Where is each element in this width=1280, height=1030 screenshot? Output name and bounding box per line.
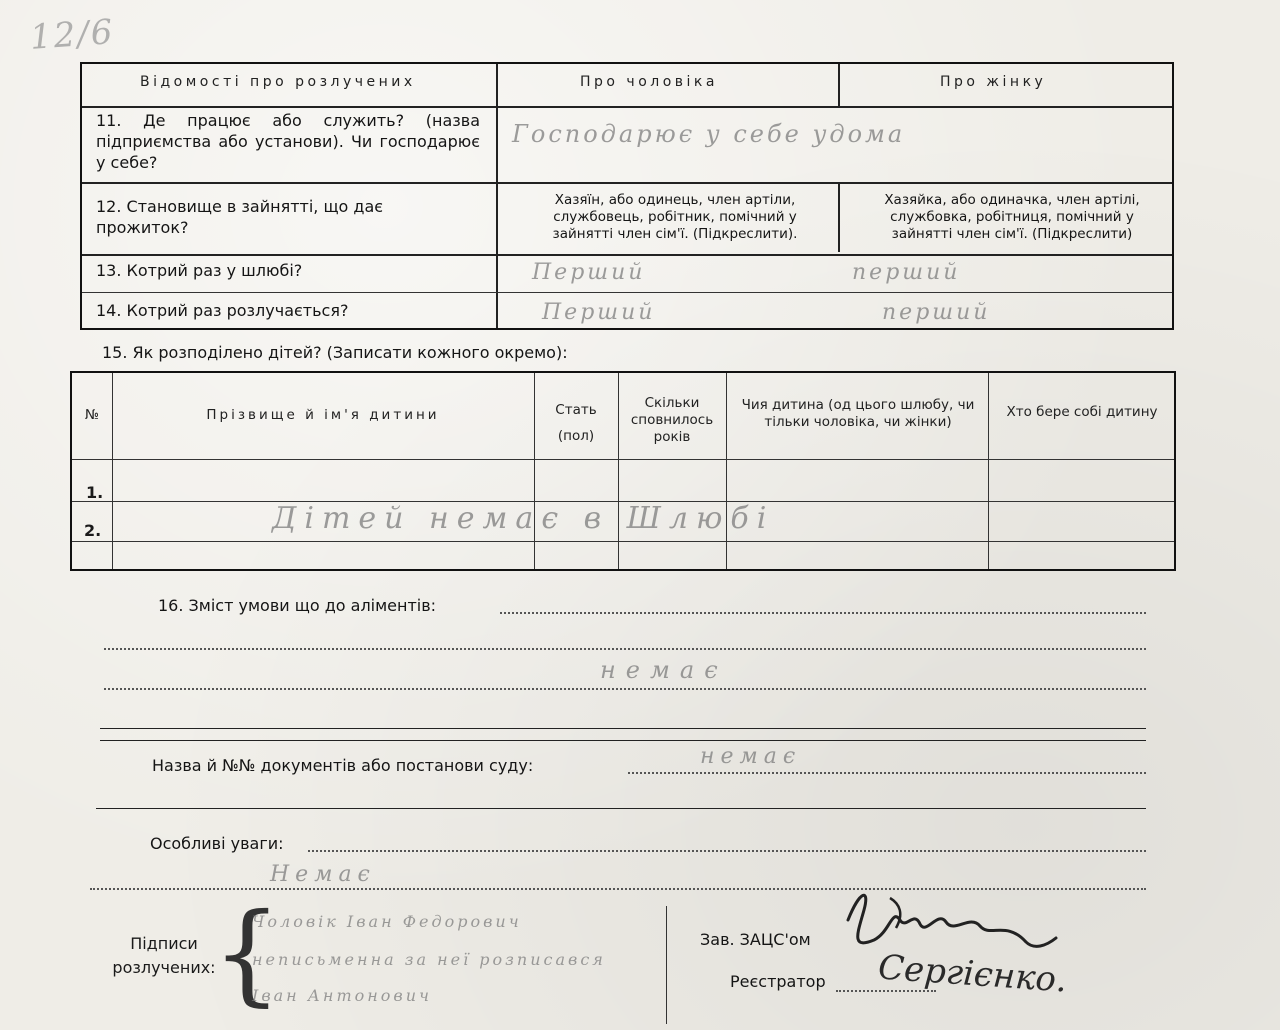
question-11: 11. Де працює або служить? (назва підприємства або установи). Чи господарює у себе? [96,111,480,172]
column-divider [112,373,113,569]
children-handwritten-note: Дітей немає в Шлюбі [272,501,775,536]
row-divider [82,292,1172,293]
dotted-line [628,772,1146,774]
alimony-label: 16. Зміст умови що до аліментів: [158,596,437,615]
registrar-signature: Сергієнко. [876,947,1069,1001]
dotted-line [308,850,1146,852]
col-header-whose-child: Чия дитина (од цього шлюбу, чи тільки чоловіка, чи жінки) [741,397,975,430]
brace-icon: { [212,889,282,1017]
col-header-number: № [84,407,100,423]
spouses-info-table [80,62,1174,330]
col-header-who-takes: Хто бере собі дитину [1006,404,1158,420]
registrar-label: Реєстратор [730,972,826,991]
divorced-signature-line-1: Чоловік Іван Федорович [252,912,522,931]
column-divider [726,373,727,569]
divorced-signatures-label-line2: розлучених: [112,958,216,977]
answer-14-husband: Перший [542,300,656,325]
answer-11-husband: Господарює у себе удома [512,120,906,148]
answer-14-wife: перший [882,300,991,325]
column-divider [838,184,840,252]
column-divider [988,373,989,569]
col-header-child-name: Прізвище й ім'я дитини [206,407,440,423]
divorced-signatures-label-line1: Підписи [130,934,198,953]
header-info: Відомості про розлучених [140,74,416,90]
options-12-husband: Хазяїн, або одинець, член артіли, службовець, робітник, помічний у зайнятті член сім'ї. (Підкреслити). [552,192,798,242]
answer-13-wife: перший [852,260,961,285]
separator-line [100,728,1146,729]
row-divider [72,459,1174,460]
question-12: 12. Становище в зайнятті, що дає прожиток? [96,197,384,237]
column-divider [534,373,535,569]
row-number-2: 2. [84,521,102,540]
row-divider [82,254,1172,256]
col-header-sex: Стать (пол) [555,402,597,444]
documents-label: Назва й №№ документів або постанови суду: [152,756,534,775]
column-divider [838,64,840,108]
divorced-signature-line-2: неписьменна за неї розписався [252,950,606,969]
notes-handwritten: Немає [270,862,376,887]
corner-handwritten-note: 12/6 [28,12,116,58]
children-table [70,371,1176,571]
divorced-signature-line-3: Іван Антонович [252,986,432,1005]
documents-handwritten: немає [700,744,802,769]
separator-line [100,740,1146,741]
signature-column-divider [666,906,667,1024]
zags-head-label: Зав. ЗАЦС'ом [700,930,811,949]
dotted-line [836,990,936,992]
row-number-1: 1. [86,483,104,502]
column-divider [618,373,619,569]
question-13: 13. Котрий раз у шлюбі? [96,261,303,280]
row-divider [82,106,1172,108]
notes-label: Особливі уваги: [150,834,284,853]
col-header-age: Скільки сповнилось років [630,395,714,445]
separator-line [96,808,1146,809]
answer-13-husband: Перший [532,260,646,285]
dotted-line [104,688,1146,690]
question-15: 15. Як розподілено дітей? (Записати кожного окремо): [102,343,568,362]
dotted-line [500,612,1146,614]
row-divider [72,541,1174,542]
header-husband: Про чоловіка [580,74,718,90]
options-12-wife: Хазяйка, або одиначка, член артілі, службовка, робітниця, помічний у зайнятті член сім'ї. (Підкреслити) [884,192,1140,242]
header-wife: Про жінку [940,74,1047,90]
question-14: 14. Котрий раз розлучається? [96,301,349,320]
column-divider [496,64,498,328]
dotted-line [104,648,1146,650]
alimony-handwritten: немає [600,656,728,684]
zags-head-signature-icon [830,880,1070,960]
row-divider [82,182,1172,184]
